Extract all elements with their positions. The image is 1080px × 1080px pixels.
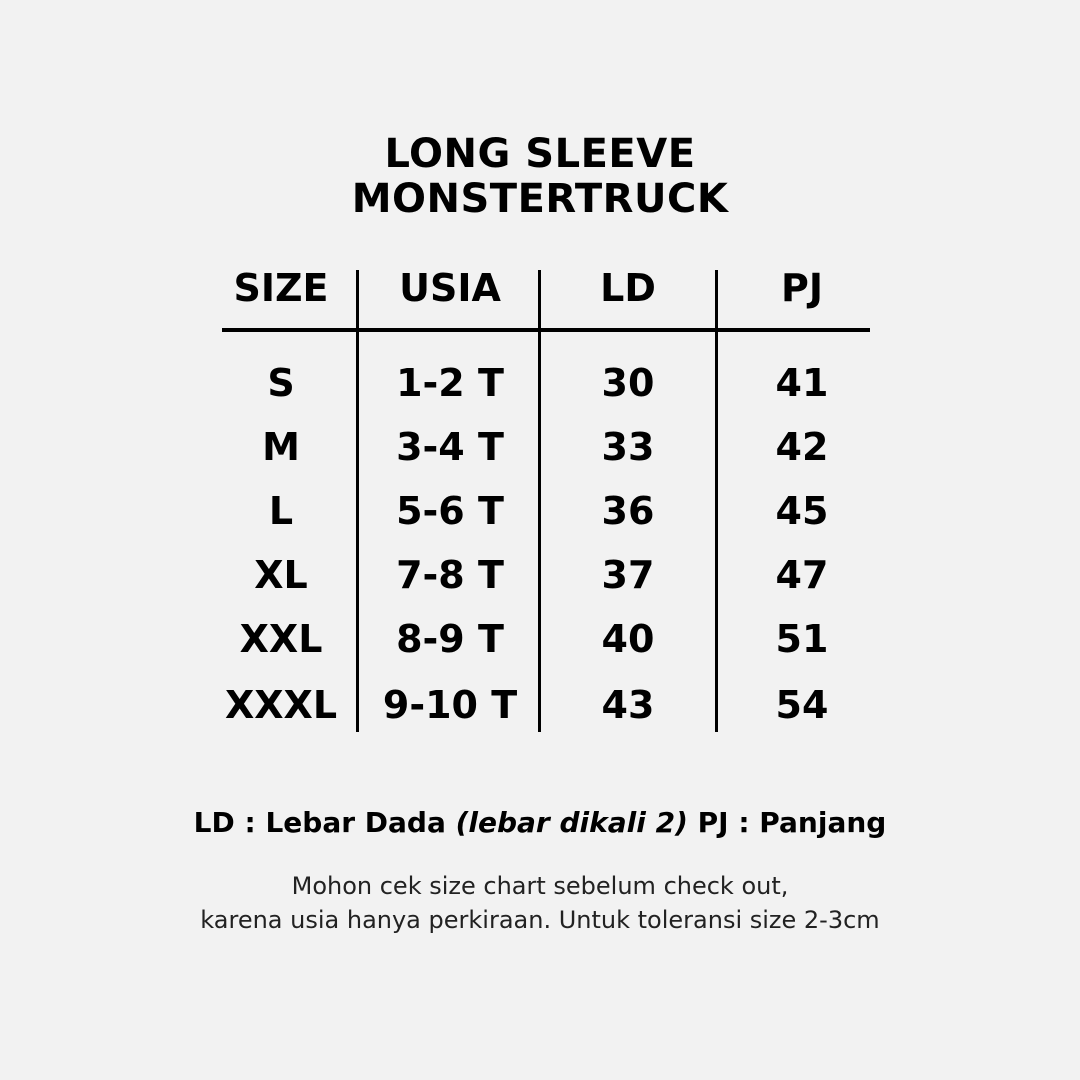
row-ld-cell: 36: [601, 489, 655, 533]
row-size-cell: XXXL: [224, 683, 338, 727]
row-pj-cell: 42: [775, 425, 829, 469]
note-line-2: karena usia hanya perkiraan. Untuk toleransi size 2-3cm: [200, 906, 880, 934]
row-ld-cell: 37: [601, 553, 655, 597]
row-pj-cell: 47: [775, 553, 829, 597]
header-divider: [222, 328, 870, 332]
header-pj: PJ: [781, 266, 823, 310]
row-pj-cell: 54: [775, 683, 829, 727]
row-size-cell: L: [268, 489, 294, 533]
row-usia-cell: 7-8 T: [396, 553, 504, 597]
row-pj-cell: 45: [775, 489, 829, 533]
column-divider-2: [538, 270, 541, 732]
column-divider-3: [715, 270, 718, 732]
header-ld: LD: [600, 266, 656, 310]
row-ld-cell: 40: [601, 617, 655, 661]
column-divider-1: [356, 270, 359, 732]
legend-pj: PJ : Panjang: [697, 806, 887, 839]
legend-ld: LD : Lebar Dada: [193, 806, 446, 839]
row-size-cell: M: [262, 425, 300, 469]
row-ld-cell: 30: [601, 361, 655, 405]
legend-ld-note: (lebar dikali 2): [455, 806, 688, 839]
row-size-cell: XL: [254, 553, 308, 597]
row-usia-cell: 8-9 T: [396, 617, 504, 661]
row-ld-cell: 43: [601, 683, 655, 727]
row-usia-cell: 1-2 T: [396, 361, 504, 405]
header-size: SIZE: [233, 266, 329, 310]
note-line-1: Mohon cek size chart sebelum check out,: [291, 872, 789, 900]
title-line-2: MONSTERTRUCK: [351, 176, 729, 222]
row-usia-cell: 3-4 T: [396, 425, 504, 469]
row-size-cell: XXL: [239, 617, 323, 661]
title-line-1: LONG SLEEVE: [384, 131, 696, 177]
row-usia-cell: 9-10 T: [382, 683, 518, 727]
row-ld-cell: 33: [601, 425, 655, 469]
row-pj-cell: 41: [775, 361, 829, 405]
row-pj-cell: 51: [775, 617, 829, 661]
row-size-cell: S: [267, 361, 295, 405]
row-usia-cell: 5-6 T: [396, 489, 504, 533]
header-usia: USIA: [399, 266, 501, 310]
legend: [0, 803, 1080, 843]
